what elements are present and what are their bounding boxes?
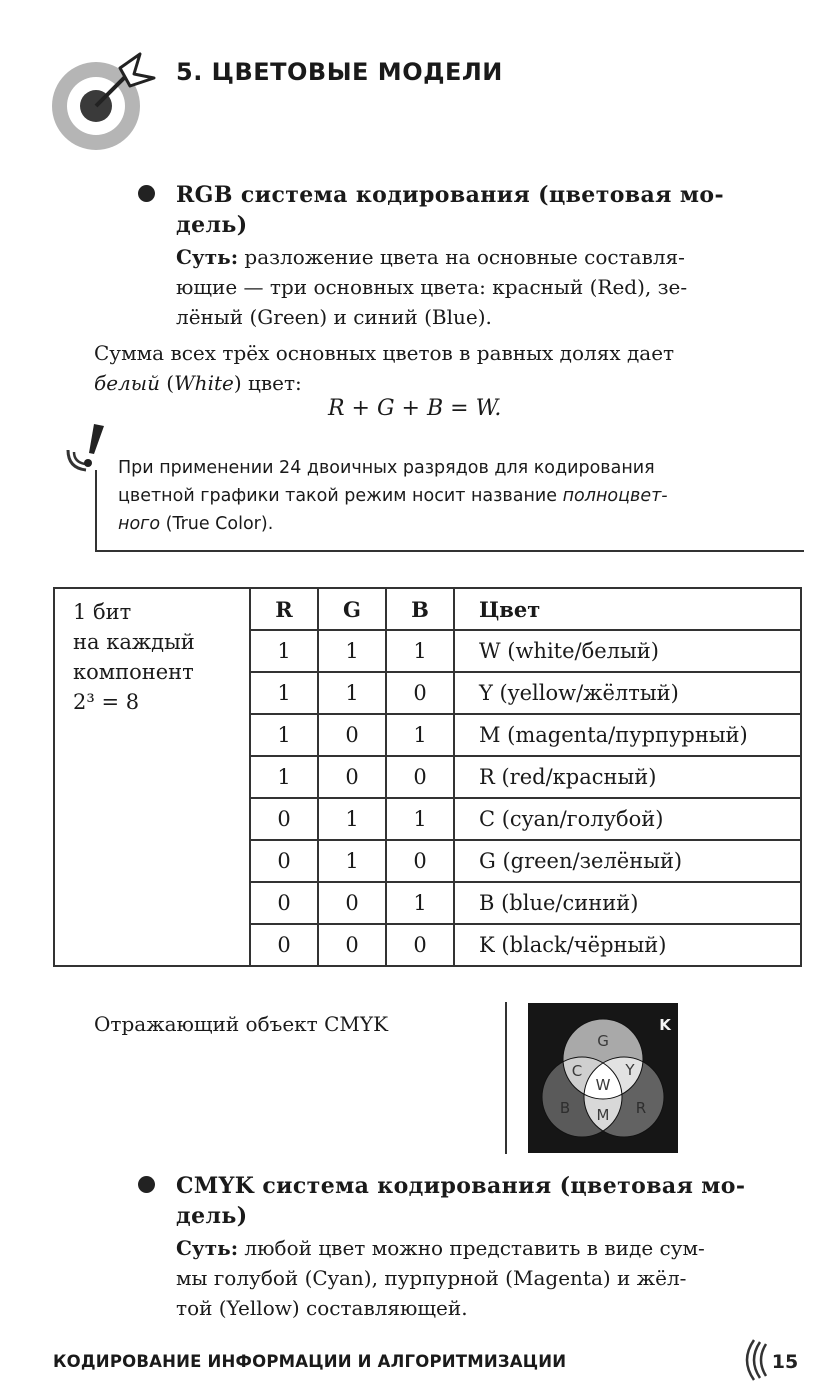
bullet-dot: [138, 1176, 155, 1193]
page-number: 15: [771, 1351, 799, 1373]
cell-color-name: W (white/белый): [454, 630, 801, 672]
cmyk-object-label: Отражающий объект CMYK: [94, 1012, 389, 1036]
cmyk-heading: [176, 1171, 801, 1231]
rgb-sum-tail: цвет:: [241, 371, 302, 395]
rgb-sum-white-en: White: [174, 371, 234, 395]
cell-r: 1: [250, 672, 318, 714]
bits-line2: на каждый: [73, 630, 195, 654]
rgb-sum-text: Сумма всех трёх основных цветов в равных долях дает белый (White) цвет:: [94, 338, 804, 398]
note-line1: При применении 24 двоичных разрядов для кодирования: [118, 458, 655, 478]
cell-g: 1: [318, 798, 386, 840]
note-line3-italic: ного: [118, 514, 161, 534]
rgb-essence-label: Суть:: [176, 245, 239, 269]
label-k: K: [659, 1016, 671, 1034]
cell-r: 0: [250, 840, 318, 882]
rgb-sum-line1: Сумма всех трёх основных цветов в равных долях дает: [94, 341, 675, 365]
column-header-g: G: [318, 588, 386, 630]
cell-color-name: C (cyan/голубой): [454, 798, 801, 840]
page-number-badge: [740, 1336, 802, 1384]
cell-color-name: R (red/красный): [454, 756, 801, 798]
cell-r: 0: [250, 924, 318, 966]
cmyk-heading-line1: CMYK система кодирования (цветовая мо-: [176, 1173, 746, 1199]
bits-line4: 2³ = 8: [73, 690, 140, 714]
target-arrow-icon: [50, 48, 160, 152]
cell-b: 0: [386, 672, 454, 714]
label-y: Y: [625, 1061, 635, 1079]
cell-g: 0: [318, 882, 386, 924]
cmyk-heading-line2: дель): [176, 1203, 248, 1229]
footer-title: КОДИРОВАНИЕ ИНФОРМАЦИИ И АЛГОРИТМИЗАЦИИ: [53, 1352, 567, 1371]
rgb-essence-line2: ющие — три основных цвета: красный (Red), зе-: [176, 275, 688, 299]
rgb-heading-line2: дель): [176, 212, 248, 238]
bits-per-component-cell: [54, 588, 250, 966]
cell-r: 1: [250, 756, 318, 798]
column-header-b: B: [386, 588, 454, 630]
label-w: W: [595, 1076, 611, 1094]
bits-line3: компонент: [73, 660, 194, 684]
cell-b: 1: [386, 882, 454, 924]
cell-color-name: M (magenta/пурпурный): [454, 714, 801, 756]
chapter-title: 5. ЦВЕТОВЫЕ МОДЕЛИ: [176, 58, 503, 86]
cell-g: 1: [318, 672, 386, 714]
cell-color-name: G (green/зелёный): [454, 840, 801, 882]
cell-g: 0: [318, 714, 386, 756]
label-b: B: [559, 1099, 571, 1117]
cell-r: 1: [250, 630, 318, 672]
rgb-essence: [176, 242, 801, 332]
cell-color-name: Y (yellow/жёлтый): [454, 672, 801, 714]
cell-g: 1: [318, 630, 386, 672]
cell-r: 0: [250, 882, 318, 924]
column-header-r: R: [250, 588, 318, 630]
cmyk-essence: [176, 1233, 801, 1323]
rgb-codes-table: [53, 587, 802, 967]
cmyk-essence-line3: той (Yellow) составляющей.: [176, 1296, 468, 1320]
note-text: [118, 454, 802, 538]
note-line2-plain: цветной графики такой режим носит название: [118, 486, 563, 506]
cmyk-essence-line2: мы голубой (Cyan), пурпурной (Magenta) и жёл-: [176, 1266, 687, 1290]
note-line3-plain: (True Color).: [160, 514, 274, 534]
label-r: R: [635, 1099, 647, 1117]
rgb-essence-line1: разложение цвета на основные составля-: [238, 245, 685, 269]
bullet-dot: [138, 185, 155, 202]
vertical-divider: [505, 1002, 507, 1154]
cell-g: 1: [318, 840, 386, 882]
cell-g: 0: [318, 756, 386, 798]
bits-line1: 1 бит: [73, 600, 132, 624]
rgb-formula: R + G + B = W.: [328, 396, 502, 421]
rgb-heading: [176, 180, 801, 240]
cell-color-name: B (blue/синий): [454, 882, 801, 924]
label-m: M: [596, 1106, 610, 1124]
label-g: G: [597, 1032, 609, 1050]
cmyk-venn-diagram: [528, 1003, 678, 1153]
cell-g: 0: [318, 924, 386, 966]
cell-b: 1: [386, 798, 454, 840]
cell-b: 0: [386, 924, 454, 966]
label-c: C: [571, 1062, 583, 1080]
rgb-essence-line3: лёный (Green) и синий (Blue).: [176, 305, 492, 329]
cmyk-essence-label: Суть:: [176, 1236, 239, 1260]
cell-r: 0: [250, 798, 318, 840]
table-header-row: [54, 588, 801, 630]
cell-b: 1: [386, 630, 454, 672]
column-header-color: Цвет: [454, 588, 801, 630]
rgb-sum-white-ru: белый: [94, 371, 160, 395]
rgb-heading-line1: RGB система кодирования (цветовая мо-: [176, 182, 724, 208]
cell-b: 1: [386, 714, 454, 756]
cell-b: 0: [386, 756, 454, 798]
note-line2-italic: полноцвет-: [562, 486, 668, 506]
cell-r: 1: [250, 714, 318, 756]
cell-b: 0: [386, 840, 454, 882]
cell-color-name: K (black/чёрный): [454, 924, 801, 966]
cmyk-essence-line1: любой цвет можно представить в виде сум-: [238, 1236, 705, 1260]
